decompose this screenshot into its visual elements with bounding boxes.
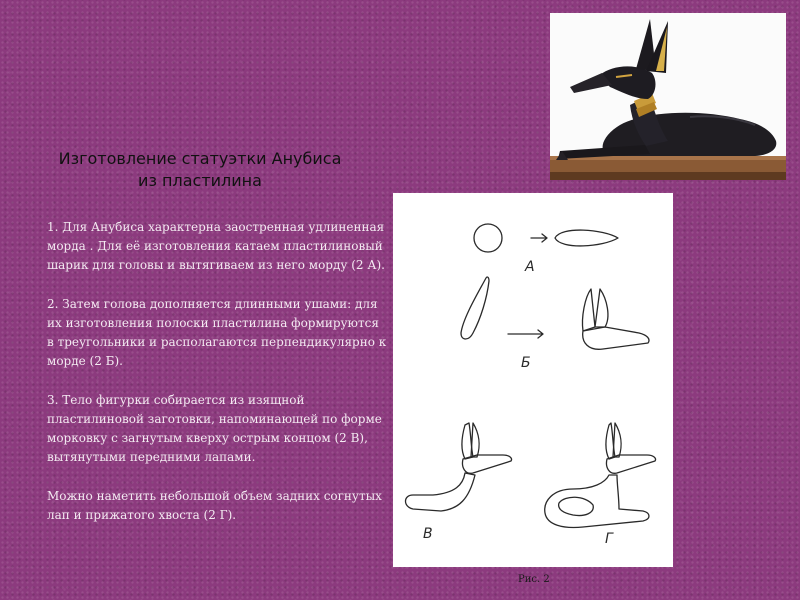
ear-strip-shape <box>461 277 489 339</box>
sculpting-diagram <box>393 193 673 567</box>
title-line-1: Изготовление статуэтки Анубиса <box>58 149 342 168</box>
paragraph-step-2: 2. Затем голова дополняется длинными ушами: для их изготовления полоски пластилина формируются в треугольники и располагаются перпендикулярно к морде (2 Б). <box>47 297 387 368</box>
anubis-statue-photo <box>550 13 786 180</box>
snout-shape <box>555 230 618 246</box>
paragraph-step-3: 3. Тело фигурки собирается из изящной пластилиновой заготовки, напоминающей по форме морковку с загнутым кверху острым концом (2 В), вытянутыми передними лапами. <box>47 393 382 464</box>
arrow-icon <box>531 234 547 242</box>
clay-ball-shape <box>474 224 502 252</box>
arrow-icon <box>508 330 543 338</box>
label-a: А <box>525 259 535 275</box>
instructions <box>47 218 387 545</box>
label-v: В <box>423 526 433 542</box>
ear-right-shape <box>595 289 608 327</box>
slide-title <box>40 148 360 192</box>
body-shape <box>406 473 476 511</box>
label-g: Г <box>605 531 613 547</box>
sculpting-steps-drawing <box>393 193 673 567</box>
paragraph-step-4: Можно наметить небольшой объем задних согнутых лап и прижатого хвоста (2 Г). <box>47 489 382 522</box>
title-line-2: из пластилина <box>138 171 262 190</box>
label-b: Б <box>521 355 531 371</box>
figure-caption: Рис. 2 <box>518 574 550 585</box>
paragraph-step-1: 1. Для Анубиса характерна заостренная удлиненная морда . Для её изготовления катаем пластилиновый шарик для головы и вытягиваем из него морду (2 А). <box>47 220 385 272</box>
hind-leg-shape <box>559 497 594 515</box>
anubis-statue-image <box>550 13 786 180</box>
ear-left-shape <box>582 289 595 331</box>
head-shape <box>583 327 649 349</box>
